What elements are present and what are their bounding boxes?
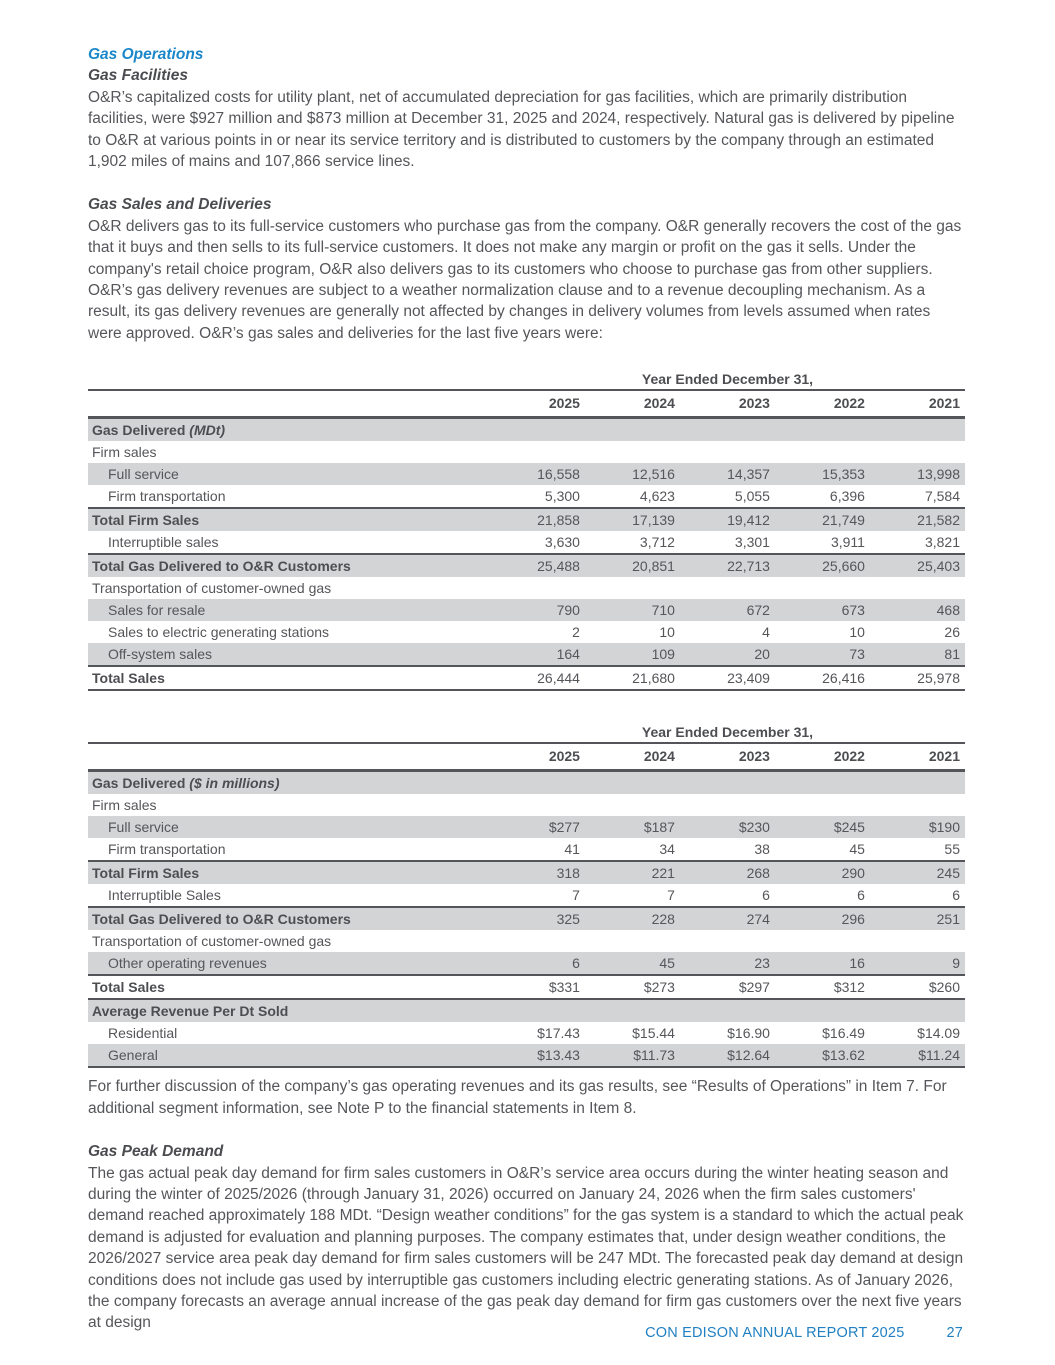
row-value: 25,978 bbox=[870, 666, 965, 690]
row-value bbox=[585, 418, 680, 442]
row-value: $16.49 bbox=[822, 1025, 865, 1042]
row-value: 7 bbox=[667, 887, 675, 904]
table-row bbox=[88, 794, 965, 816]
table-row bbox=[88, 952, 965, 975]
row-value: $277 bbox=[490, 816, 585, 838]
table-row bbox=[88, 999, 965, 1022]
row-value bbox=[870, 441, 965, 463]
row-value: 5,055 bbox=[734, 488, 770, 505]
row-value: 251 bbox=[870, 907, 965, 930]
row-value bbox=[585, 794, 680, 816]
row-value bbox=[490, 577, 585, 599]
row-label: Interruptible sales bbox=[108, 534, 219, 551]
row-value: $13.62 bbox=[775, 1044, 870, 1067]
table-row bbox=[88, 643, 965, 666]
row-label: Firm sales bbox=[92, 444, 157, 461]
row-value: 25,488 bbox=[490, 554, 585, 577]
table-row bbox=[88, 975, 965, 999]
row-value: 38 bbox=[754, 841, 770, 858]
table-row bbox=[88, 838, 965, 861]
row-value: $273 bbox=[585, 975, 680, 999]
row-value: 9 bbox=[870, 952, 965, 975]
row-value: 6 bbox=[762, 887, 770, 904]
row-value: 6 bbox=[857, 887, 865, 904]
row-value: 221 bbox=[585, 861, 680, 884]
section-title-gas-facilities: Gas Facilities bbox=[88, 67, 188, 85]
row-label: Firm transportation bbox=[108, 841, 226, 858]
row-value: 164 bbox=[490, 643, 585, 666]
table-years-row bbox=[88, 390, 965, 418]
row-value: 5,300 bbox=[544, 488, 580, 505]
row-value bbox=[490, 771, 585, 795]
row-label-suffix: (MDt) bbox=[185, 422, 226, 439]
row-value: 21,749 bbox=[775, 508, 870, 531]
table-row bbox=[88, 599, 965, 621]
row-value bbox=[585, 930, 680, 952]
row-value: 3,712 bbox=[639, 534, 675, 551]
row-value: $12.64 bbox=[680, 1044, 775, 1067]
row-value bbox=[680, 794, 775, 816]
footer-page-number: 27 bbox=[946, 1325, 963, 1341]
row-label: Full service bbox=[88, 463, 490, 485]
table-row bbox=[88, 621, 965, 643]
row-value: $187 bbox=[585, 816, 680, 838]
row-value bbox=[585, 999, 680, 1022]
row-value bbox=[585, 771, 680, 795]
table-row bbox=[88, 930, 965, 952]
year-ended-header: Year Ended December 31, bbox=[490, 721, 965, 743]
gas-delivered-mdt-table bbox=[88, 368, 965, 691]
row-value bbox=[490, 930, 585, 952]
row-value bbox=[680, 418, 775, 442]
table-row bbox=[88, 418, 965, 442]
further-discussion-paragraph: For further discussion of the company’s gas operating revenues and its gas results, see “Results of Operations” in Item 7. For additional segment information, see Note P to the financial statements in Item 8. bbox=[88, 1078, 947, 1117]
row-value: 22,713 bbox=[680, 554, 775, 577]
row-value: 14,357 bbox=[680, 463, 775, 485]
row-label: Transportation of customer-owned gas bbox=[92, 933, 332, 950]
row-value bbox=[490, 999, 585, 1022]
row-value: 20 bbox=[680, 643, 775, 666]
row-value: 45 bbox=[585, 952, 680, 975]
year-column-header: 2022 bbox=[775, 390, 870, 418]
table-row bbox=[88, 666, 965, 690]
row-label: Total Firm Sales bbox=[88, 508, 490, 531]
row-value: $11.24 bbox=[870, 1044, 965, 1067]
row-label: Total Sales bbox=[88, 975, 490, 999]
row-label: Firm transportation bbox=[108, 488, 226, 505]
row-value: 20,851 bbox=[585, 554, 680, 577]
row-value bbox=[870, 930, 965, 952]
row-label: Sales to electric generating stations bbox=[108, 624, 330, 641]
year-column-header: 2024 bbox=[585, 743, 680, 771]
row-value: 325 bbox=[490, 907, 585, 930]
years-spacer bbox=[88, 743, 490, 771]
table-row bbox=[88, 907, 965, 930]
row-value bbox=[775, 930, 870, 952]
row-value: 16 bbox=[775, 952, 870, 975]
row-value: 26,416 bbox=[775, 666, 870, 690]
row-value: $260 bbox=[870, 975, 965, 999]
row-value: 10 bbox=[849, 624, 865, 641]
years-spacer bbox=[88, 390, 490, 418]
row-value bbox=[775, 418, 870, 442]
row-value: $15.44 bbox=[632, 1025, 675, 1042]
row-value: 6,396 bbox=[829, 488, 865, 505]
row-label: Total Gas Delivered to O&R Customers bbox=[88, 554, 490, 577]
row-value: 228 bbox=[585, 907, 680, 930]
row-value: 3,301 bbox=[734, 534, 770, 551]
header-spacer bbox=[88, 368, 490, 390]
row-value bbox=[680, 771, 775, 795]
row-value: 318 bbox=[490, 861, 585, 884]
row-label: Sales for resale bbox=[88, 599, 490, 621]
row-value: $14.09 bbox=[917, 1025, 960, 1042]
row-value: $13.43 bbox=[490, 1044, 585, 1067]
row-value: 15,353 bbox=[775, 463, 870, 485]
row-value: 3,821 bbox=[924, 534, 960, 551]
row-label: Total Firm Sales bbox=[88, 861, 490, 884]
row-value: 4,623 bbox=[639, 488, 675, 505]
row-value: 21,582 bbox=[870, 508, 965, 531]
table-row bbox=[88, 554, 965, 577]
year-column-header: 2022 bbox=[775, 743, 870, 771]
row-value: 468 bbox=[870, 599, 965, 621]
row-label: Residential bbox=[108, 1025, 178, 1042]
row-value: $331 bbox=[490, 975, 585, 999]
row-value: 16,558 bbox=[490, 463, 585, 485]
row-value bbox=[870, 794, 965, 816]
table-row bbox=[88, 485, 965, 508]
table-header-group-row bbox=[88, 368, 965, 390]
table-row bbox=[88, 463, 965, 485]
row-value: 3,911 bbox=[830, 534, 865, 551]
row-label: Gas Delivered (MDt) bbox=[88, 418, 490, 442]
section-title-gas-sales-and-deliveries: Gas Sales and Deliveries bbox=[88, 196, 272, 214]
row-value: $297 bbox=[680, 975, 775, 999]
row-label: Transportation of customer-owned gas bbox=[92, 580, 332, 597]
row-value bbox=[870, 577, 965, 599]
row-value: 790 bbox=[490, 599, 585, 621]
row-value: 25,403 bbox=[870, 554, 965, 577]
row-value: 21,858 bbox=[490, 508, 585, 531]
table-row bbox=[88, 861, 965, 884]
row-value: 45 bbox=[849, 841, 865, 858]
row-value: 19,412 bbox=[680, 508, 775, 531]
row-value bbox=[870, 418, 965, 442]
row-value bbox=[490, 794, 585, 816]
row-label: Gas Delivered ($ in millions) bbox=[88, 771, 490, 795]
row-value: 3,630 bbox=[544, 534, 580, 551]
row-label: Total Gas Delivered to O&R Customers bbox=[88, 907, 490, 930]
row-value: 17,139 bbox=[585, 508, 680, 531]
row-value: 4 bbox=[762, 624, 770, 641]
row-value: 23,409 bbox=[680, 666, 775, 690]
row-value: $312 bbox=[775, 975, 870, 999]
year-column-header: 2024 bbox=[585, 390, 680, 418]
row-value: 7 bbox=[572, 887, 580, 904]
row-value: 6 bbox=[952, 887, 960, 904]
year-column-header: 2025 bbox=[490, 390, 585, 418]
table-row bbox=[88, 884, 965, 907]
row-value bbox=[585, 577, 680, 599]
row-value bbox=[490, 441, 585, 463]
row-value bbox=[680, 441, 775, 463]
row-value: 6 bbox=[490, 952, 585, 975]
row-value: 25,660 bbox=[775, 554, 870, 577]
section-title-gas-operations: Gas Operations bbox=[88, 46, 204, 63]
row-value: 710 bbox=[585, 599, 680, 621]
gas-sales-paragraph: O&R delivers gas to its full-service customers who purchase gas from the company. O&R generally recovers the cost of the gas that it buys and then sells to its full-service customers. It does not make any margin or profit on the gas it sells. Under the company's retail choice program, O&R also delivers gas to its customers who choose to purchase gas from other suppliers. O&R’s gas delivery revenues are subject to a weather normalization clause and to a revenue decoupling mechanism. As a result, its gas delivery revenues are generally not affected by changes in delivery volumes from levels assumed when rates were approved. O&R’s gas sales and deliveries for the last five years were: bbox=[88, 217, 962, 342]
row-label-suffix: ($ in millions) bbox=[185, 775, 280, 792]
row-value: 268 bbox=[680, 861, 775, 884]
row-value: 290 bbox=[775, 861, 870, 884]
row-value bbox=[680, 577, 775, 599]
row-value: 34 bbox=[659, 841, 675, 858]
footer-report-title: CON EDISON ANNUAL REPORT 2025 bbox=[645, 1325, 905, 1341]
row-value bbox=[490, 418, 585, 442]
table-row bbox=[88, 441, 965, 463]
row-value: 41 bbox=[564, 841, 580, 858]
row-value bbox=[775, 999, 870, 1022]
row-value: 296 bbox=[775, 907, 870, 930]
year-column-header: 2025 bbox=[490, 743, 585, 771]
row-value: $230 bbox=[680, 816, 775, 838]
table-row bbox=[88, 771, 965, 795]
row-value: 23 bbox=[680, 952, 775, 975]
page-footer bbox=[645, 1325, 963, 1341]
year-ended-header: Year Ended December 31, bbox=[490, 368, 965, 390]
row-label: Full service bbox=[88, 816, 490, 838]
table-row bbox=[88, 577, 965, 599]
row-value: 672 bbox=[680, 599, 775, 621]
row-value bbox=[775, 441, 870, 463]
header-spacer bbox=[88, 721, 490, 743]
row-value: $190 bbox=[870, 816, 965, 838]
row-label: Interruptible Sales bbox=[108, 887, 221, 904]
row-value: 12,516 bbox=[585, 463, 680, 485]
section-title-gas-peak-demand: Gas Peak Demand bbox=[88, 1143, 224, 1161]
year-column-header: 2021 bbox=[870, 390, 965, 418]
row-value: 274 bbox=[680, 907, 775, 930]
row-value: 26,444 bbox=[490, 666, 585, 690]
gas-peak-demand-paragraph: The gas actual peak day demand for firm sales customers in O&R’s service area occurs during the winter heating season and during the winter of 2025/2026 (through January 31, 2026) occurred on January 24, 2026 when the firm sales customers' demand reached approximately 188 MDt. “Design weather conditions” for the gas system is a standard to which the actual peak demand is adjusted for evaluation and planning purposes. The company estimates that, under design weather conditions, the 2026/2027 service area peak day demand for firm sales customers will be 247 MDt. The forecasted peak day demand at design conditions does not include gas used by interruptible gas customers including electric generating stations. As of January 2026, the company forecasts an average annual increase of the gas peak day demand for firm gas customers over the next five years at design bbox=[88, 1164, 964, 1332]
row-label: Total Sales bbox=[88, 666, 490, 690]
table-row bbox=[88, 816, 965, 838]
row-value: 26 bbox=[944, 624, 960, 641]
row-label: General bbox=[88, 1044, 490, 1067]
row-value: $245 bbox=[775, 816, 870, 838]
row-value bbox=[775, 794, 870, 816]
row-value: $17.43 bbox=[537, 1025, 580, 1042]
row-value: 55 bbox=[944, 841, 960, 858]
row-value: 13,998 bbox=[870, 463, 965, 485]
table-header-group-row bbox=[88, 721, 965, 743]
row-value bbox=[775, 577, 870, 599]
row-value: 81 bbox=[870, 643, 965, 666]
gas-facilities-paragraph: O&R’s capitalized costs for utility plant, net of accumulated depreciation for gas facilities, which are primarily distribution facilities, were $927 million and $873 million at December 31, 2025 and 2024, respectively. Natural gas is delivered by pipeline to O&R at various points in or near its service territory and is distributed to customers by the company through an estimated 1,902 miles of mains and 107,866 service lines. bbox=[88, 88, 955, 171]
row-label: Other operating revenues bbox=[88, 952, 490, 975]
row-value: $16.90 bbox=[727, 1025, 770, 1042]
row-value bbox=[680, 930, 775, 952]
row-label: Off-system sales bbox=[88, 643, 490, 666]
table-years-row bbox=[88, 743, 965, 771]
table-row bbox=[88, 1044, 965, 1067]
year-column-header: 2021 bbox=[870, 743, 965, 771]
table-row bbox=[88, 508, 965, 531]
table-row bbox=[88, 531, 965, 554]
row-value: 7,584 bbox=[924, 488, 960, 505]
row-value bbox=[870, 771, 965, 795]
row-value: 21,680 bbox=[585, 666, 680, 690]
row-value: 673 bbox=[775, 599, 870, 621]
row-value: 245 bbox=[870, 861, 965, 884]
year-column-header: 2023 bbox=[680, 390, 775, 418]
row-label: Average Revenue Per Dt Sold bbox=[88, 999, 490, 1022]
gas-delivered-dollars-table bbox=[88, 721, 965, 1068]
year-column-header: 2023 bbox=[680, 743, 775, 771]
row-value bbox=[680, 999, 775, 1022]
table-row bbox=[88, 1022, 965, 1044]
row-label: Firm sales bbox=[92, 797, 157, 814]
row-value: 10 bbox=[659, 624, 675, 641]
row-value: 2 bbox=[572, 624, 580, 641]
row-value: $11.73 bbox=[585, 1044, 680, 1067]
row-value bbox=[775, 771, 870, 795]
row-value bbox=[870, 999, 965, 1022]
row-value: 109 bbox=[585, 643, 680, 666]
row-value: 73 bbox=[775, 643, 870, 666]
row-value bbox=[585, 441, 680, 463]
